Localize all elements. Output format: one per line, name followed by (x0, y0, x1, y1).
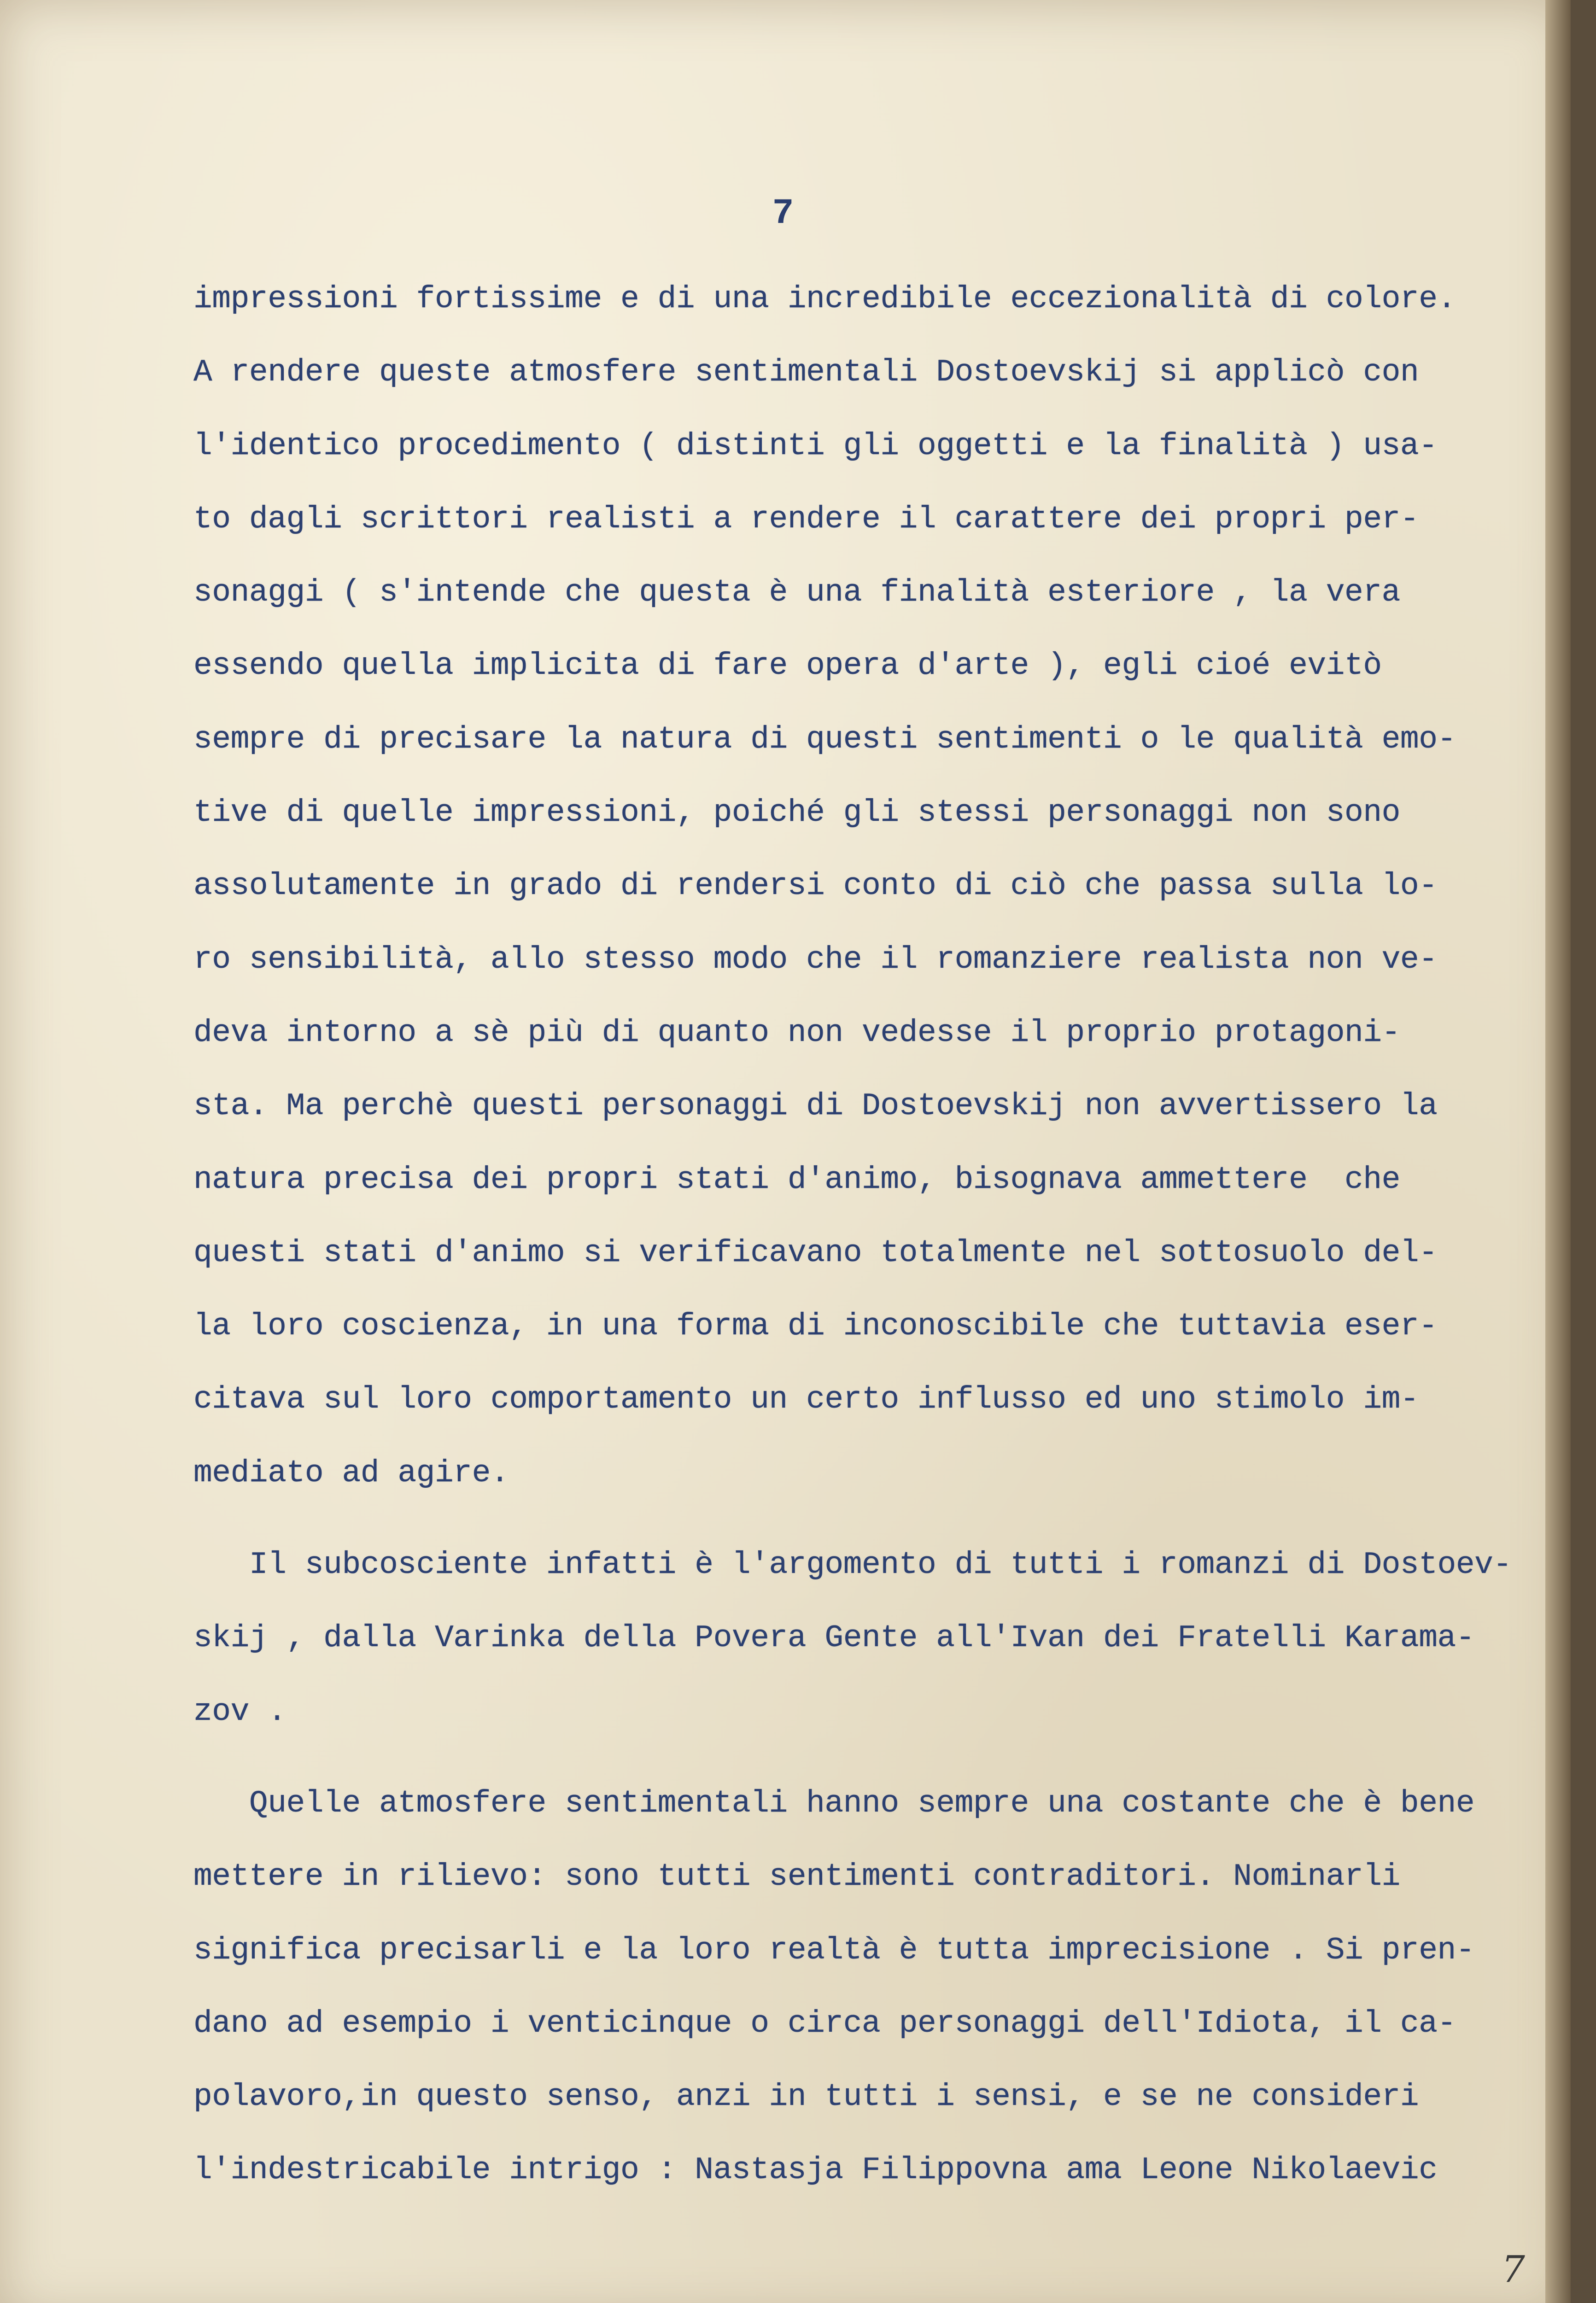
text-line: sta. Ma perchè questi personaggi di Dostoevskij non avvertissero la (193, 1088, 1438, 1124)
text-line: sempre di precisare la natura di questi sentimenti o le qualità emo- (193, 721, 1456, 757)
text-line: sonaggi ( s'intende che questa è una finalità esteriore , la vera (193, 575, 1400, 611)
text-line: skij , dalla Varinka della Povera Gente all'Ivan dei Fratelli Karama- (193, 1620, 1475, 1656)
paragraph-3 (193, 1767, 1497, 2207)
page-number: 7 (772, 193, 794, 234)
text-line: impressioni fortissime e di una incredibile eccezionalità di colore. (193, 281, 1456, 317)
text-line: ro sensibilità, allo stesso modo che il romanziere realista non ve- (193, 941, 1438, 977)
paragraph-1 (193, 263, 1497, 1510)
text-line: deva intorno a sè più di quanto non vedesse il proprio protagoni- (193, 1015, 1400, 1051)
handwritten-folio-number: 7 (1502, 2248, 1525, 2291)
text-line: essendo quella implicita di fare opera d'arte ), egli cioé evitò (193, 648, 1382, 684)
page-body (193, 263, 1512, 2207)
text-line: significa precisarli e la loro realtà è tutta imprecisione . Si pren- (193, 1932, 1475, 1968)
text-line: Il subcosciente infatti è l'argomento di tutti i romanzi di Dostoev- (193, 1547, 1512, 1583)
text-line: A rendere queste atmosfere sentimentali Dostoevskij si applicò con (193, 355, 1419, 391)
text-line: to dagli scrittori realisti a rendere il carattere dei propri per- (193, 501, 1419, 537)
text-line: mettere in rilievo: sono tutti sentimenti contraditori. Nominarli (193, 1859, 1400, 1895)
text-line: l'indestricabile intrigo : Nastasja Filippovna ama Leone Nikolaevic (193, 2152, 1438, 2188)
paragraph-2 (193, 1528, 1512, 1748)
text-line: mediato ad agire. (193, 1455, 509, 1491)
text-line: assolutamente in grado di rendersi conto di ciò che passa sulla lo- (193, 868, 1438, 904)
text-line: la loro coscienza, in una forma di inconoscibile che tuttavia eser- (193, 1309, 1438, 1344)
text-line: questi stati d'animo si verificavano totalmente nel sottosuolo del- (193, 1235, 1438, 1271)
text-line: l'identico procedimento ( distinti gli oggetti e la finalità ) usa- (193, 428, 1438, 464)
text-line: zov . (193, 1694, 286, 1730)
text-line: dano ad esempio i venticinque o circa personaggi dell'Idiota, il ca- (193, 2005, 1456, 2041)
text-line: natura precisa dei propri stati d'animo, bisognava ammettere che (193, 1162, 1400, 1198)
paragraph-gap (193, 1748, 1497, 1767)
text-line: tive di quelle impressioni, poiché gli stessi personaggi non sono (193, 795, 1400, 831)
text-line: citava sul loro comportamento un certo influsso ed uno stimolo im- (193, 1382, 1419, 1418)
text-line: Quelle atmosfere sentimentali hanno sempre una costante che è bene (193, 1785, 1475, 1821)
paragraph-gap (193, 1510, 1497, 1528)
page-edge-shadow (1545, 0, 1571, 2303)
text-line: polavoro,in questo senso, anzi in tutti i sensi, e se ne consideri (193, 2079, 1419, 2115)
